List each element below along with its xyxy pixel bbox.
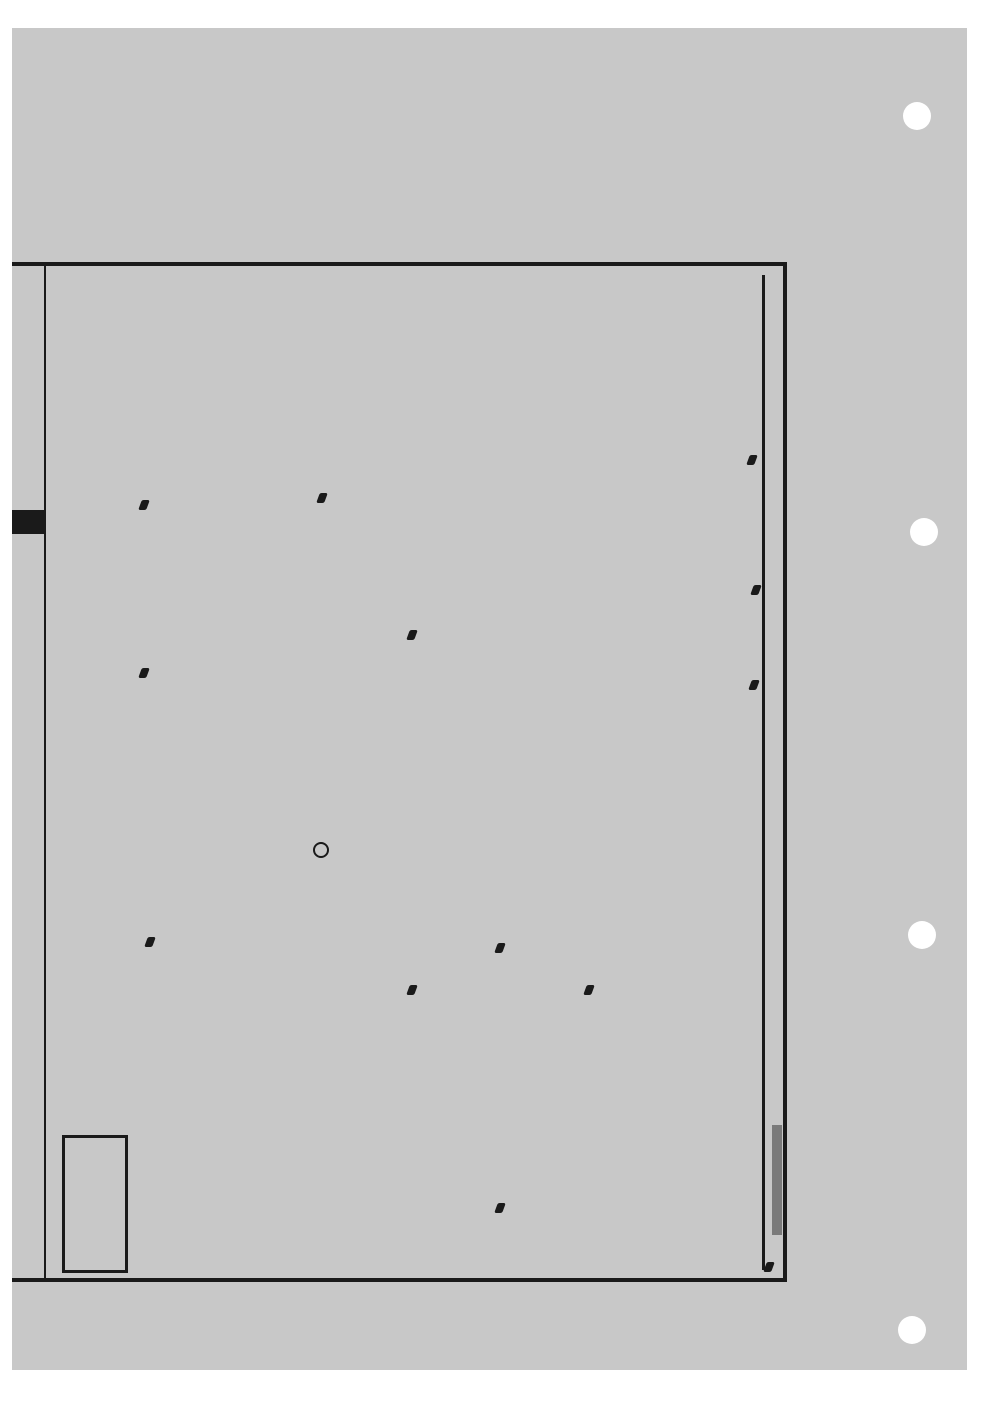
binder-hole-2 (910, 518, 938, 546)
page-frame (12, 262, 787, 1282)
margin-smudge (772, 1125, 782, 1235)
end-circle-mark (313, 842, 329, 858)
binder-hole-1 (903, 102, 931, 130)
proper-name-box (62, 1135, 128, 1273)
spine-title (14, 268, 44, 503)
binder-hole-3 (908, 921, 936, 949)
binder-hole-4 (898, 1316, 926, 1344)
spine-fish-tail (12, 510, 46, 534)
inner-border-rule (762, 275, 765, 1270)
